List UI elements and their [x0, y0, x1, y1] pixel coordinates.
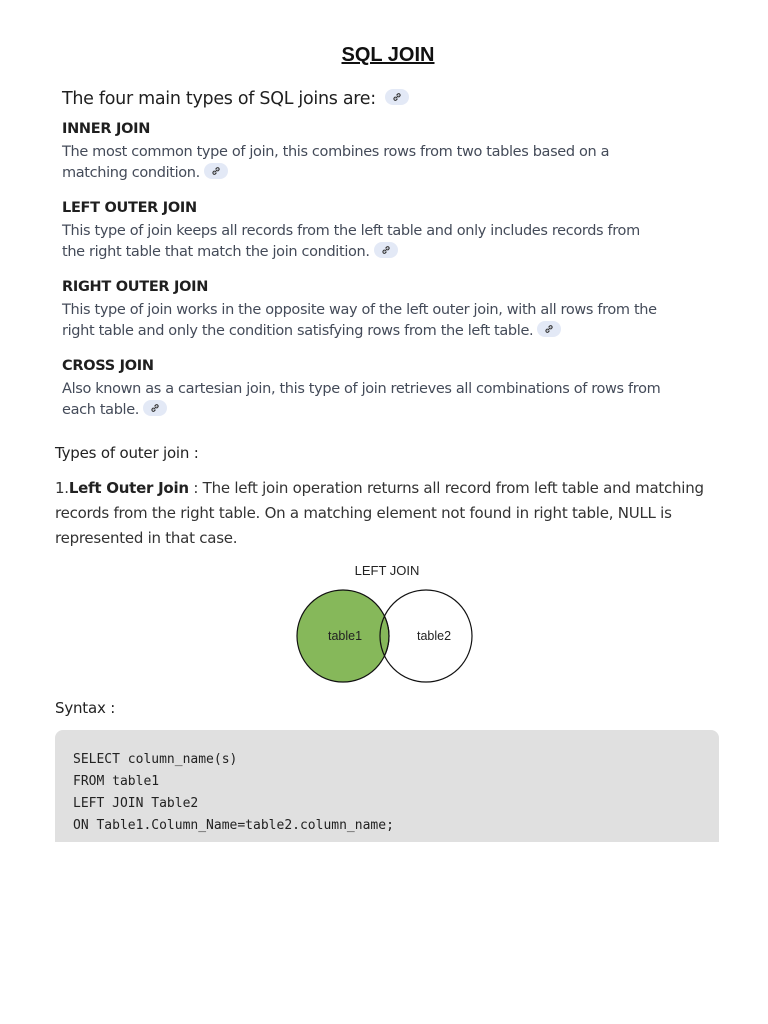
- join-title: LEFT OUTER JOIN: [62, 200, 197, 216]
- join-left-outer: [62, 199, 702, 263]
- join-desc: [62, 300, 702, 342]
- join-desc-line-with-chip: [62, 321, 702, 342]
- join-desc-line: the right table that match the join condition.: [62, 244, 370, 260]
- citation-chip[interactable]: [537, 321, 561, 337]
- left-join-venn-diagram: [290, 558, 490, 688]
- join-desc-line: The most common type of join, this combines rows from two tables based on a: [62, 144, 610, 160]
- join-cross: [62, 357, 702, 421]
- paragraph-line: [55, 476, 725, 501]
- join-desc: [62, 142, 702, 184]
- page-title: SQL JOIN: [341, 44, 435, 66]
- venn-title: LEFT JOIN: [354, 563, 420, 578]
- link-icon: [211, 166, 221, 176]
- code-line: LEFT JOIN Table2: [73, 796, 199, 811]
- venn-right-label: table2: [416, 629, 452, 643]
- left-outer-term: Left Outer Join: [68, 479, 189, 497]
- join-desc-line-with-chip: [62, 242, 702, 263]
- link-icon: [381, 245, 391, 255]
- join-desc-line-with-chip: [62, 400, 702, 421]
- join-inner: [62, 120, 702, 184]
- intro-text: The four main types of SQL joins are:: [62, 89, 376, 109]
- citation-chip[interactable]: [204, 163, 228, 179]
- list-number: 1.: [55, 479, 69, 497]
- join-desc-line: each table.: [62, 402, 140, 418]
- join-title: CROSS JOIN: [62, 358, 154, 374]
- code-block: [55, 730, 719, 842]
- join-title: RIGHT OUTER JOIN: [62, 279, 209, 295]
- citation-chip[interactable]: [374, 242, 398, 258]
- link-icon: [392, 92, 402, 102]
- join-title: INNER JOIN: [62, 121, 151, 137]
- join-desc-line: Also known as a cartesian join, this type of join retrieves all combinations of rows from: [62, 381, 661, 397]
- left-outer-paragraph: [55, 476, 725, 551]
- paragraph-text: : The left join operation returns all record from left table and matching: [188, 479, 704, 497]
- venn-left-label: table1: [327, 629, 363, 643]
- paragraph-line: records from the right table. On a matching element not found in right table, NULL is: [55, 504, 672, 522]
- join-desc-line: right table and only the condition satisfying rows from the left table.: [62, 323, 534, 339]
- join-desc-line: This type of join works in the opposite way of the left outer join, with all rows from the: [62, 302, 657, 318]
- code-line: ON Table1.Column_Name=table2.column_name;: [73, 818, 394, 833]
- join-desc-line: This type of join keeps all records from the left table and only includes records from: [62, 223, 640, 239]
- syntax-heading: Syntax :: [55, 699, 116, 717]
- join-right-outer: [62, 278, 702, 342]
- join-desc: [62, 221, 702, 263]
- outer-join-heading: Types of outer join :: [55, 444, 199, 462]
- citation-chip[interactable]: [143, 400, 167, 416]
- citation-chip[interactable]: [385, 89, 409, 105]
- link-icon: [544, 324, 554, 334]
- join-desc-line-with-chip: [62, 163, 702, 184]
- paragraph-line: represented in that case.: [55, 529, 238, 547]
- join-desc: [62, 379, 702, 421]
- code-line: SELECT column_name(s): [73, 752, 238, 767]
- code-line: FROM table1: [73, 774, 160, 789]
- join-desc-line: matching condition.: [62, 165, 200, 181]
- link-icon: [150, 403, 160, 413]
- intro-line: [62, 89, 409, 109]
